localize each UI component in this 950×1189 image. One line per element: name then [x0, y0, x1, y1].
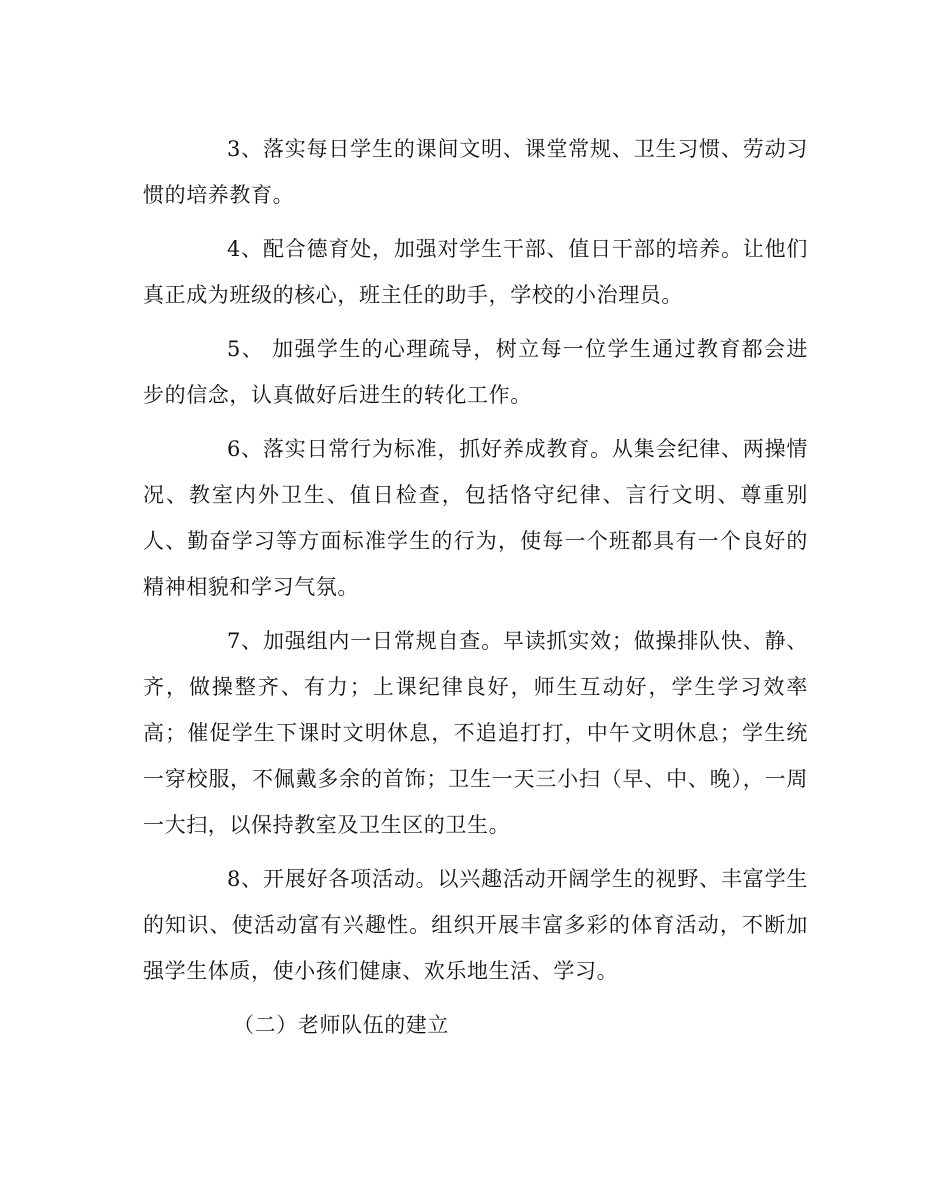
- paragraph-item-6: 6、落实日常行为标准，抓好养成教育。从集会纪律、两操情况、教室内外卫生、值日检查，包括恪守纪律、言行文明、尊重别人、勤奋学习等方面标准学生的行为，使每一个班都具有一个良好的精神相貌和学习气氛。: [143, 437, 808, 599]
- paragraph-item-8: 8、开展好各项活动。以兴趣活动开阔学生的视野、丰富学生的知识、使活动富有兴趣性。组织开展丰富多彩的体育活动，不断加强学生体质，使小孩们健康、欢乐地生活、学习。: [143, 867, 808, 983]
- section-heading: （二）老师队伍的建立: [233, 1013, 449, 1037]
- document-body: [143, 126, 808, 1048]
- paragraph-item-3: 3、落实每日学生的课间文明、课堂常规、卫生习惯、劳动习惯的培养教育。: [143, 137, 808, 207]
- paragraph-item-4: 4、配合德育处，加强对学生干部、值日干部的培养。让他们真正成为班级的核心，班主任的助手，学校的小治理员。: [143, 237, 808, 307]
- paragraph-item-5: 5、 加强学生的心理疏导，树立每一位学生通过教育都会进步的信念，认真做好后进生的转化工作。: [143, 337, 808, 407]
- paragraph-item-7: 7、加强组内一日常规自查。早读抓实效；做操排队快、静、齐，做操整齐、有力；上课纪律良好，师生互动好，学生学习效率高；催促学生下课时文明休息，不追追打打，中午文明休息；学生统一穿校服，不佩戴多余的首饰；卫生一天三小扫（早、中、晚），一周一大扫，以保持教室及卫生区的卫生。: [143, 629, 808, 837]
